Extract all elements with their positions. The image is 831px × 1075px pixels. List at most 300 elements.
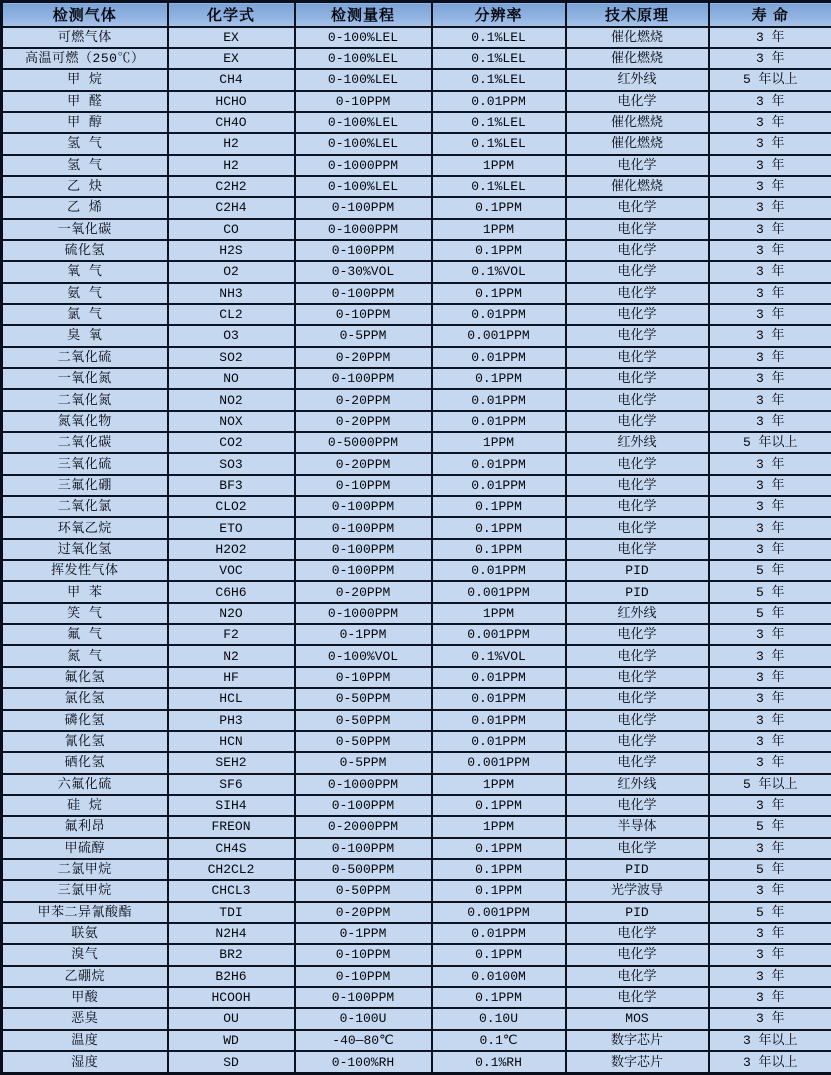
range-cell: 0-20PPM bbox=[295, 581, 432, 602]
principle-cell: 电化学 bbox=[566, 795, 709, 816]
table-row bbox=[2, 688, 831, 709]
principle-cell: PID bbox=[566, 560, 709, 581]
table-row bbox=[2, 560, 831, 581]
lifespan-cell: 3 年 bbox=[709, 539, 831, 560]
lifespan-cell: 3 年 bbox=[709, 240, 831, 261]
gas-cell: 湿度 bbox=[2, 1051, 168, 1074]
formula-cell: HF bbox=[168, 667, 295, 688]
lifespan-cell: 3 年 bbox=[709, 219, 831, 240]
principle-cell: 红外线 bbox=[566, 432, 709, 453]
formula-cell: OU bbox=[168, 1008, 295, 1029]
range-cell: 0-1000PPM bbox=[295, 219, 432, 240]
lifespan-cell: 3 年 bbox=[709, 517, 831, 538]
lifespan-cell: 3 年 bbox=[709, 453, 831, 474]
gas-cell: 氟 气 bbox=[2, 624, 168, 645]
lifespan-cell: 5 年 bbox=[709, 581, 831, 602]
table-row bbox=[2, 1051, 831, 1074]
formula-cell: PH3 bbox=[168, 710, 295, 731]
table-row bbox=[2, 795, 831, 816]
table-row bbox=[2, 731, 831, 752]
table-row bbox=[2, 325, 831, 346]
formula-cell: HCL bbox=[168, 688, 295, 709]
resolution-cell: 0.0100M bbox=[432, 966, 566, 987]
lifespan-cell: 3 年 bbox=[709, 923, 831, 944]
range-cell: 0-5PPM bbox=[295, 752, 432, 773]
lifespan-cell: 3 年 bbox=[709, 987, 831, 1008]
resolution-cell: 0.1%VOL bbox=[432, 261, 566, 282]
resolution-cell: 0.1PPM bbox=[432, 368, 566, 389]
table-row bbox=[2, 91, 831, 112]
lifespan-cell: 3 年 bbox=[709, 880, 831, 901]
range-cell: -40—80℃ bbox=[295, 1030, 432, 1051]
resolution-cell: 0.1%LEL bbox=[432, 133, 566, 154]
formula-cell: N2H4 bbox=[168, 923, 295, 944]
lifespan-cell: 3 年 bbox=[709, 411, 831, 432]
range-cell: 0-100PPM bbox=[295, 496, 432, 517]
principle-cell: 催化燃烧 bbox=[566, 48, 709, 69]
formula-cell: N2O bbox=[168, 603, 295, 624]
range-cell: 0-5000PPM bbox=[295, 432, 432, 453]
resolution-cell: 0.1PPM bbox=[432, 283, 566, 304]
table-row bbox=[2, 1030, 831, 1051]
range-cell: 0-1PPM bbox=[295, 923, 432, 944]
gas-cell: 硫化氢 bbox=[2, 240, 168, 261]
resolution-cell: 0.1℃ bbox=[432, 1030, 566, 1051]
range-cell: 0-100PPM bbox=[295, 838, 432, 859]
gas-cell: 氟化氢 bbox=[2, 667, 168, 688]
formula-cell: SF6 bbox=[168, 774, 295, 795]
principle-cell: 电化学 bbox=[566, 645, 709, 666]
resolution-cell: 0.001PPM bbox=[432, 624, 566, 645]
lifespan-cell: 3 年 bbox=[709, 133, 831, 154]
resolution-cell: 1PPM bbox=[432, 816, 566, 837]
gas-cell: 三氯甲烷 bbox=[2, 880, 168, 901]
formula-cell: C6H6 bbox=[168, 581, 295, 602]
gas-cell: 乙硼烷 bbox=[2, 966, 168, 987]
table-row bbox=[2, 944, 831, 965]
lifespan-cell: 3 年 bbox=[709, 112, 831, 133]
table-body bbox=[2, 27, 831, 1074]
principle-cell: PID bbox=[566, 902, 709, 923]
table-row bbox=[2, 581, 831, 602]
table-row bbox=[2, 624, 831, 645]
lifespan-cell: 3 年 bbox=[709, 1008, 831, 1029]
principle-cell: 电化学 bbox=[566, 966, 709, 987]
gas-cell: 氯 气 bbox=[2, 304, 168, 325]
lifespan-cell: 3 年 bbox=[709, 966, 831, 987]
lifespan-cell: 3 年 bbox=[709, 368, 831, 389]
resolution-cell: 0.1%RH bbox=[432, 1051, 566, 1074]
principle-cell: 电化学 bbox=[566, 411, 709, 432]
lifespan-cell: 3 年 bbox=[709, 304, 831, 325]
lifespan-cell: 5 年 bbox=[709, 560, 831, 581]
principle-cell: 光学波导 bbox=[566, 880, 709, 901]
resolution-cell: 0.001PPM bbox=[432, 902, 566, 923]
gas-cell: 硅 烷 bbox=[2, 795, 168, 816]
gas-cell: 硒化氢 bbox=[2, 752, 168, 773]
lifespan-cell: 3 年 bbox=[709, 795, 831, 816]
table-row bbox=[2, 48, 831, 69]
lifespan-cell: 3 年 bbox=[709, 27, 831, 48]
lifespan-cell: 3 年 bbox=[709, 325, 831, 346]
table-row bbox=[2, 27, 831, 48]
gas-cell: 溴气 bbox=[2, 944, 168, 965]
header-cell-gas: 检测气体 bbox=[2, 2, 168, 27]
range-cell: 0-100%LEL bbox=[295, 48, 432, 69]
formula-cell: CHCL3 bbox=[168, 880, 295, 901]
formula-cell: H2S bbox=[168, 240, 295, 261]
principle-cell: 电化学 bbox=[566, 453, 709, 474]
resolution-cell: 0.1%LEL bbox=[432, 112, 566, 133]
range-cell: 0-100%LEL bbox=[295, 176, 432, 197]
resolution-cell: 0.001PPM bbox=[432, 581, 566, 602]
principle-cell: 电化学 bbox=[566, 517, 709, 538]
range-cell: 0-100PPM bbox=[295, 987, 432, 1008]
principle-cell: PID bbox=[566, 581, 709, 602]
formula-cell: VOC bbox=[168, 560, 295, 581]
table-row bbox=[2, 197, 831, 218]
table-row bbox=[2, 774, 831, 795]
formula-cell: ETO bbox=[168, 517, 295, 538]
resolution-cell: 0.1PPM bbox=[432, 944, 566, 965]
principle-cell: 红外线 bbox=[566, 603, 709, 624]
resolution-cell: 0.1%LEL bbox=[432, 27, 566, 48]
formula-cell: N2 bbox=[168, 645, 295, 666]
gas-cell: 臭 氧 bbox=[2, 325, 168, 346]
formula-cell: C2H2 bbox=[168, 176, 295, 197]
resolution-cell: 0.1PPM bbox=[432, 880, 566, 901]
gas-cell: 甲苯二异氰酸酯 bbox=[2, 902, 168, 923]
table-row bbox=[2, 902, 831, 923]
table-row bbox=[2, 304, 831, 325]
principle-cell: 电化学 bbox=[566, 539, 709, 560]
resolution-cell: 0.1PPM bbox=[432, 496, 566, 517]
resolution-cell: 0.01PPM bbox=[432, 453, 566, 474]
range-cell: 0-1000PPM bbox=[295, 603, 432, 624]
principle-cell: 数字芯片 bbox=[566, 1030, 709, 1051]
gas-cell: 磷化氢 bbox=[2, 710, 168, 731]
formula-cell: B2H6 bbox=[168, 966, 295, 987]
principle-cell: 电化学 bbox=[566, 283, 709, 304]
resolution-cell: 0.01PPM bbox=[432, 475, 566, 496]
gas-cell: 氯化氢 bbox=[2, 688, 168, 709]
range-cell: 0-100%LEL bbox=[295, 27, 432, 48]
resolution-cell: 0.01PPM bbox=[432, 688, 566, 709]
formula-cell: BR2 bbox=[168, 944, 295, 965]
principle-cell: 电化学 bbox=[566, 731, 709, 752]
principle-cell: 电化学 bbox=[566, 347, 709, 368]
gas-cell: 高温可燃（250℃） bbox=[2, 48, 168, 69]
principle-cell: PID bbox=[566, 859, 709, 880]
formula-cell: CH4S bbox=[168, 838, 295, 859]
gas-cell: 笑 气 bbox=[2, 603, 168, 624]
formula-cell: O3 bbox=[168, 325, 295, 346]
gas-cell: 甲 苯 bbox=[2, 581, 168, 602]
lifespan-cell: 3 年以上 bbox=[709, 1030, 831, 1051]
gas-cell: 过氧化氢 bbox=[2, 539, 168, 560]
table-row bbox=[2, 283, 831, 304]
principle-cell: 半导体 bbox=[566, 816, 709, 837]
range-cell: 0-100PPM bbox=[295, 795, 432, 816]
range-cell: 0-20PPM bbox=[295, 347, 432, 368]
gas-cell: 氮氧化物 bbox=[2, 411, 168, 432]
principle-cell: 红外线 bbox=[566, 774, 709, 795]
principle-cell: 电化学 bbox=[566, 240, 709, 261]
table-row bbox=[2, 645, 831, 666]
lifespan-cell: 5 年以上 bbox=[709, 432, 831, 453]
formula-cell: TDI bbox=[168, 902, 295, 923]
lifespan-cell: 3 年以上 bbox=[709, 1051, 831, 1074]
formula-cell: NOX bbox=[168, 411, 295, 432]
table-row bbox=[2, 389, 831, 410]
principle-cell: 电化学 bbox=[566, 667, 709, 688]
table-row bbox=[2, 667, 831, 688]
range-cell: 0-10PPM bbox=[295, 966, 432, 987]
gas-cell: 甲 烷 bbox=[2, 69, 168, 90]
lifespan-cell: 3 年 bbox=[709, 710, 831, 731]
range-cell: 0-500PPM bbox=[295, 859, 432, 880]
gas-cell: 三氟化硼 bbox=[2, 475, 168, 496]
formula-cell: CH4 bbox=[168, 69, 295, 90]
principle-cell: 电化学 bbox=[566, 325, 709, 346]
range-cell: 0-20PPM bbox=[295, 902, 432, 923]
principle-cell: 电化学 bbox=[566, 710, 709, 731]
formula-cell: HCN bbox=[168, 731, 295, 752]
gas-cell: 环氧乙烷 bbox=[2, 517, 168, 538]
range-cell: 0-10PPM bbox=[295, 304, 432, 325]
range-cell: 0-50PPM bbox=[295, 880, 432, 901]
table-row bbox=[2, 923, 831, 944]
principle-cell: 电化学 bbox=[566, 688, 709, 709]
formula-cell: NH3 bbox=[168, 283, 295, 304]
resolution-cell: 0.01PPM bbox=[432, 710, 566, 731]
header-cell-formula: 化学式 bbox=[168, 2, 295, 27]
lifespan-cell: 3 年 bbox=[709, 176, 831, 197]
lifespan-cell: 3 年 bbox=[709, 283, 831, 304]
resolution-cell: 0.01PPM bbox=[432, 347, 566, 368]
table-row bbox=[2, 496, 831, 517]
formula-cell: SO3 bbox=[168, 453, 295, 474]
formula-cell: HCHO bbox=[168, 91, 295, 112]
table-row bbox=[2, 752, 831, 773]
resolution-cell: 0.1PPM bbox=[432, 197, 566, 218]
formula-cell: SO2 bbox=[168, 347, 295, 368]
formula-cell: HCOOH bbox=[168, 987, 295, 1008]
formula-cell: WD bbox=[168, 1030, 295, 1051]
principle-cell: 电化学 bbox=[566, 923, 709, 944]
principle-cell: 电化学 bbox=[566, 624, 709, 645]
lifespan-cell: 5 年 bbox=[709, 816, 831, 837]
resolution-cell: 0.1PPM bbox=[432, 517, 566, 538]
lifespan-cell: 3 年 bbox=[709, 624, 831, 645]
principle-cell: 催化燃烧 bbox=[566, 27, 709, 48]
gas-cell: 氢 气 bbox=[2, 155, 168, 176]
principle-cell: 电化学 bbox=[566, 987, 709, 1008]
lifespan-cell: 3 年 bbox=[709, 347, 831, 368]
resolution-cell: 0.01PPM bbox=[432, 560, 566, 581]
lifespan-cell: 3 年 bbox=[709, 91, 831, 112]
gas-cell: 三氧化硫 bbox=[2, 453, 168, 474]
principle-cell: 电化学 bbox=[566, 261, 709, 282]
formula-cell: NO bbox=[168, 368, 295, 389]
resolution-cell: 0.1PPM bbox=[432, 859, 566, 880]
lifespan-cell: 3 年 bbox=[709, 389, 831, 410]
gas-cell: 氟利昂 bbox=[2, 816, 168, 837]
lifespan-cell: 3 年 bbox=[709, 752, 831, 773]
gas-cell: 氢 气 bbox=[2, 133, 168, 154]
formula-cell: CH4O bbox=[168, 112, 295, 133]
table-row bbox=[2, 411, 831, 432]
table-row bbox=[2, 176, 831, 197]
resolution-cell: 0.1PPM bbox=[432, 539, 566, 560]
table-row bbox=[2, 112, 831, 133]
resolution-cell: 0.01PPM bbox=[432, 304, 566, 325]
resolution-cell: 1PPM bbox=[432, 219, 566, 240]
range-cell: 0-2000PPM bbox=[295, 816, 432, 837]
formula-cell: CL2 bbox=[168, 304, 295, 325]
range-cell: 0-50PPM bbox=[295, 731, 432, 752]
range-cell: 0-100%LEL bbox=[295, 112, 432, 133]
range-cell: 0-100%LEL bbox=[295, 133, 432, 154]
resolution-cell: 1PPM bbox=[432, 432, 566, 453]
gas-cell: 甲 醛 bbox=[2, 91, 168, 112]
principle-cell: 电化学 bbox=[566, 389, 709, 410]
formula-cell: CO bbox=[168, 219, 295, 240]
range-cell: 0-20PPM bbox=[295, 389, 432, 410]
header-cell-range: 检测量程 bbox=[295, 2, 432, 27]
table-row bbox=[2, 432, 831, 453]
table-row bbox=[2, 347, 831, 368]
principle-cell: 电化学 bbox=[566, 496, 709, 517]
resolution-cell: 0.001PPM bbox=[432, 752, 566, 773]
gas-cell: 一氧化碳 bbox=[2, 219, 168, 240]
resolution-cell: 0.1PPM bbox=[432, 987, 566, 1008]
range-cell: 0-100PPM bbox=[295, 283, 432, 304]
range-cell: 0-100PPM bbox=[295, 368, 432, 389]
table-row bbox=[2, 539, 831, 560]
lifespan-cell: 3 年 bbox=[709, 667, 831, 688]
range-cell: 0-50PPM bbox=[295, 710, 432, 731]
table-row bbox=[2, 710, 831, 731]
lifespan-cell: 3 年 bbox=[709, 496, 831, 517]
table-row bbox=[2, 240, 831, 261]
gas-cell: 乙 烯 bbox=[2, 197, 168, 218]
principle-cell: 催化燃烧 bbox=[566, 133, 709, 154]
gas-cell: 甲硫醇 bbox=[2, 838, 168, 859]
principle-cell: 电化学 bbox=[566, 304, 709, 325]
table-row bbox=[2, 133, 831, 154]
lifespan-cell: 3 年 bbox=[709, 48, 831, 69]
table-row bbox=[2, 69, 831, 90]
principle-cell: 电化学 bbox=[566, 944, 709, 965]
resolution-cell: 0.01PPM bbox=[432, 731, 566, 752]
gas-cell: 恶臭 bbox=[2, 1008, 168, 1029]
resolution-cell: 0.01PPM bbox=[432, 389, 566, 410]
formula-cell: EX bbox=[168, 48, 295, 69]
table-row bbox=[2, 261, 831, 282]
principle-cell: 电化学 bbox=[566, 475, 709, 496]
gas-cell: 氧 气 bbox=[2, 261, 168, 282]
range-cell: 0-100%RH bbox=[295, 1051, 432, 1074]
range-cell: 0-50PPM bbox=[295, 688, 432, 709]
resolution-cell: 1PPM bbox=[432, 603, 566, 624]
range-cell: 0-100PPM bbox=[295, 539, 432, 560]
principle-cell: 数字芯片 bbox=[566, 1051, 709, 1074]
table-row bbox=[2, 966, 831, 987]
principle-cell: 催化燃烧 bbox=[566, 112, 709, 133]
gas-cell: 乙 炔 bbox=[2, 176, 168, 197]
gas-cell: 甲酸 bbox=[2, 987, 168, 1008]
header-cell-principle: 技术原理 bbox=[566, 2, 709, 27]
range-cell: 0-100PPM bbox=[295, 197, 432, 218]
gas-cell: 挥发性气体 bbox=[2, 560, 168, 581]
range-cell: 0-1000PPM bbox=[295, 774, 432, 795]
gas-cell: 可燃气体 bbox=[2, 27, 168, 48]
formula-cell: O2 bbox=[168, 261, 295, 282]
resolution-cell: 0.1%LEL bbox=[432, 69, 566, 90]
lifespan-cell: 3 年 bbox=[709, 261, 831, 282]
range-cell: 0-100%VOL bbox=[295, 645, 432, 666]
table-row bbox=[2, 219, 831, 240]
lifespan-cell: 3 年 bbox=[709, 838, 831, 859]
gas-cell: 甲 醇 bbox=[2, 112, 168, 133]
range-cell: 0-100PPM bbox=[295, 517, 432, 538]
resolution-cell: 0.1PPM bbox=[432, 838, 566, 859]
header-row bbox=[2, 2, 831, 27]
range-cell: 0-1000PPM bbox=[295, 155, 432, 176]
range-cell: 0-20PPM bbox=[295, 453, 432, 474]
resolution-cell: 0.01PPM bbox=[432, 411, 566, 432]
table-row bbox=[2, 453, 831, 474]
principle-cell: 电化学 bbox=[566, 219, 709, 240]
formula-cell: H2O2 bbox=[168, 539, 295, 560]
range-cell: 0-100PPM bbox=[295, 240, 432, 261]
gas-cell: 氨 气 bbox=[2, 283, 168, 304]
gas-cell: 六氟化硫 bbox=[2, 774, 168, 795]
principle-cell: 电化学 bbox=[566, 197, 709, 218]
gas-cell: 二氧化碳 bbox=[2, 432, 168, 453]
table-row bbox=[2, 517, 831, 538]
lifespan-cell: 5 年 bbox=[709, 859, 831, 880]
formula-cell: SIH4 bbox=[168, 795, 295, 816]
principle-cell: 催化燃烧 bbox=[566, 176, 709, 197]
range-cell: 0-100U bbox=[295, 1008, 432, 1029]
table-row bbox=[2, 880, 831, 901]
header-cell-lifespan: 寿 命 bbox=[709, 2, 831, 27]
resolution-cell: 0.1%VOL bbox=[432, 645, 566, 666]
resolution-cell: 0.10U bbox=[432, 1008, 566, 1029]
range-cell: 0-10PPM bbox=[295, 475, 432, 496]
range-cell: 0-10PPM bbox=[295, 667, 432, 688]
gas-cell: 二氧化氯 bbox=[2, 496, 168, 517]
principle-cell: 电化学 bbox=[566, 368, 709, 389]
lifespan-cell: 3 年 bbox=[709, 155, 831, 176]
lifespan-cell: 5 年 bbox=[709, 902, 831, 923]
formula-cell: F2 bbox=[168, 624, 295, 645]
gas-cell: 二氧化氮 bbox=[2, 389, 168, 410]
principle-cell: 电化学 bbox=[566, 155, 709, 176]
formula-cell: SEH2 bbox=[168, 752, 295, 773]
range-cell: 0-30%VOL bbox=[295, 261, 432, 282]
resolution-cell: 0.001PPM bbox=[432, 325, 566, 346]
lifespan-cell: 3 年 bbox=[709, 197, 831, 218]
resolution-cell: 0.1%LEL bbox=[432, 48, 566, 69]
gas-cell: 氮 气 bbox=[2, 645, 168, 666]
lifespan-cell: 3 年 bbox=[709, 645, 831, 666]
formula-cell: EX bbox=[168, 27, 295, 48]
gas-cell: 联氨 bbox=[2, 923, 168, 944]
lifespan-cell: 5 年以上 bbox=[709, 69, 831, 90]
